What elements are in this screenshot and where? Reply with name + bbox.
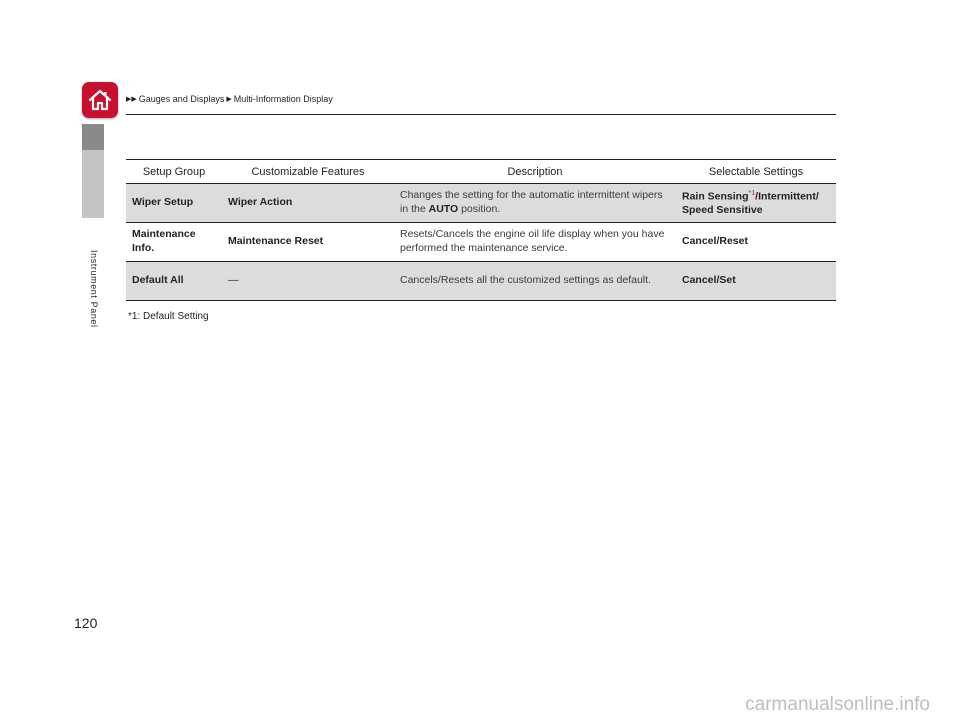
option-intermittent: Intermittent xyxy=(758,190,816,203)
feature-cell: Wiper Action xyxy=(222,184,394,223)
description-cell: Resets/Cancels the engine oil life display when you have performed the maintenance service. xyxy=(394,223,676,262)
selectable-settings-cell: Rain Sensing$^{*1}$/Intermittent/ Speed Sensitive xyxy=(676,184,836,223)
option-cancel: Cancel xyxy=(682,235,717,248)
header-selectable-settings: Selectable Settings xyxy=(676,160,836,184)
breadcrumb-arrow-icon: ▶ xyxy=(226,96,232,103)
header-description: Description xyxy=(394,160,676,184)
feature-cell: — xyxy=(222,262,394,301)
section-tab-marker xyxy=(82,124,104,150)
table-row xyxy=(126,223,836,262)
table-row xyxy=(126,262,836,301)
description-cell: Cancels/Resets all the customized settings as default. xyxy=(394,262,676,301)
selectable-settings-cell: Cancel/Reset xyxy=(676,223,836,262)
setup-group-cell: Maintenance Info. xyxy=(126,223,222,262)
option-rain-sensing: Rain Sensing xyxy=(682,190,749,203)
home-button[interactable] xyxy=(82,82,118,118)
breadcrumb-link-gauges[interactable]: Gauges and Displays xyxy=(138,94,225,104)
header-setup-group: Setup Group xyxy=(126,160,222,184)
selectable-settings-cell: Cancel/Set xyxy=(676,262,836,301)
page-number: 120 xyxy=(74,615,98,631)
header-customizable-features: Customizable Features xyxy=(222,160,394,184)
breadcrumb-divider xyxy=(126,114,836,115)
setup-group-cell: Default All xyxy=(126,262,222,301)
breadcrumb xyxy=(126,94,333,104)
section-tab-band xyxy=(82,150,104,218)
watermark: carmanualsonline.info xyxy=(745,694,930,715)
home-icon xyxy=(87,88,113,112)
option-reset: Reset xyxy=(719,235,748,248)
description-text: Changes the setting for the automatic intermittent wipers in the xyxy=(400,189,663,215)
auto-position-label: AUTO xyxy=(428,203,459,215)
default-footnote-ref: *1 xyxy=(748,189,756,197)
table-header-row xyxy=(126,160,836,184)
setup-group-cell: Wiper Setup xyxy=(126,184,222,223)
option-speed-sensitive: Speed Sensitive xyxy=(682,203,763,216)
option-set: Set xyxy=(719,274,736,287)
footnote: *1: Default Setting xyxy=(128,311,209,322)
feature-cell: Maintenance Reset xyxy=(222,223,394,262)
side-tab-label: Instrument Panel xyxy=(89,250,99,328)
option-cancel: Cancel xyxy=(682,274,717,287)
table-row xyxy=(126,184,836,223)
breadcrumb-current[interactable]: Multi-Information Display xyxy=(233,94,333,104)
customization-table xyxy=(126,159,836,301)
description-text-end: position. xyxy=(461,203,501,215)
breadcrumb-arrow-icon: ▶▶ xyxy=(126,96,137,103)
description-cell xyxy=(394,184,676,223)
